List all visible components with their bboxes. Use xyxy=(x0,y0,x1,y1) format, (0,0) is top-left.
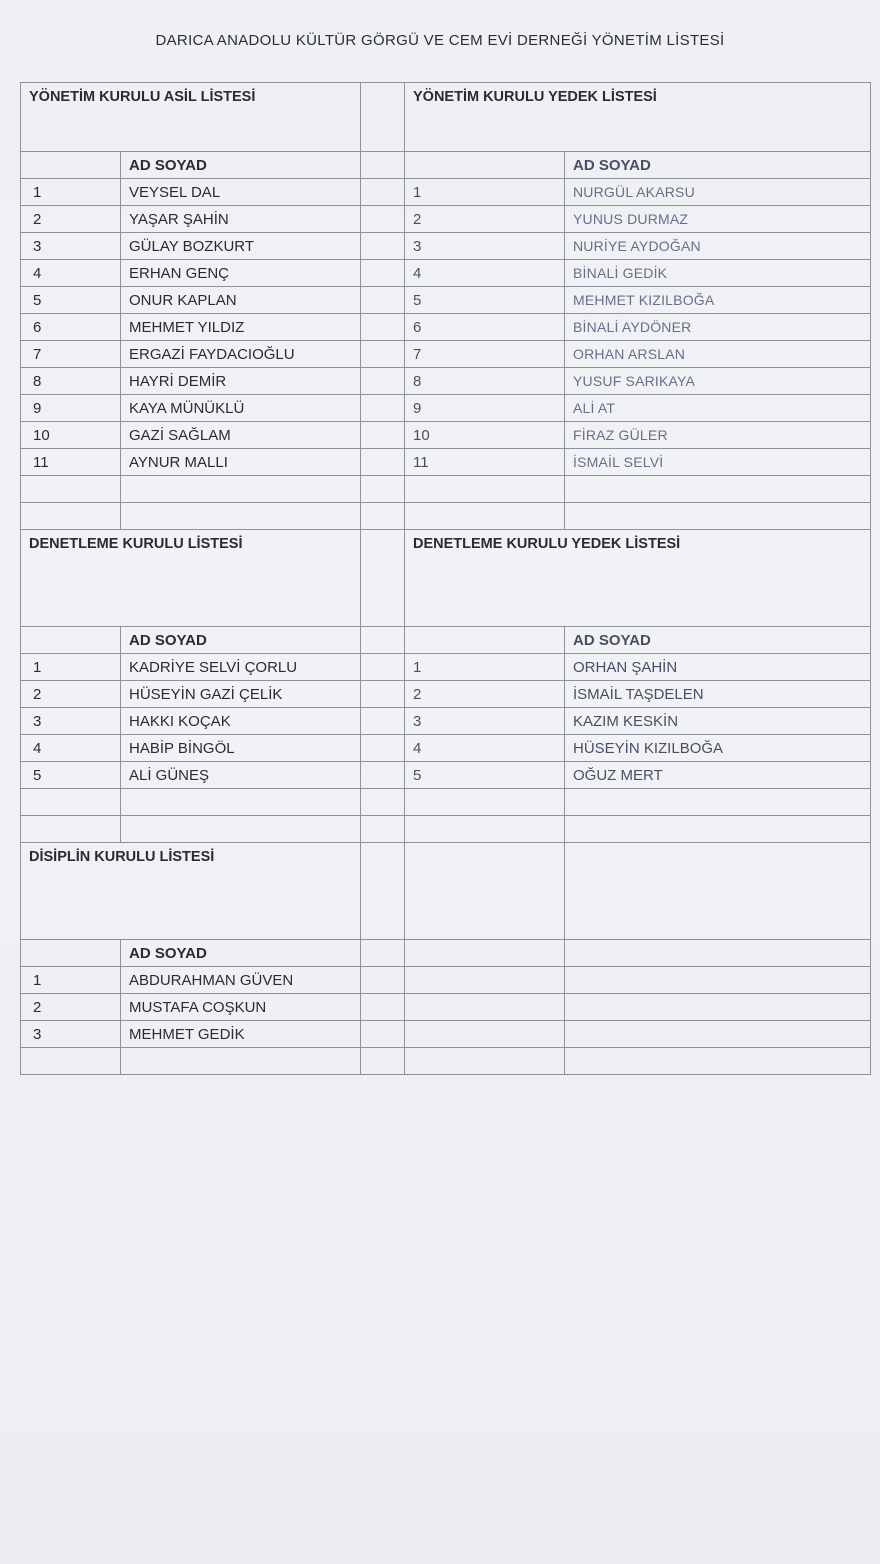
member-name: ORHAN ARSLAN xyxy=(565,341,871,368)
row-number: 4 xyxy=(21,735,121,762)
member-name: MUSTAFA COŞKUN xyxy=(121,994,361,1021)
member-name: ERHAN GENÇ xyxy=(121,260,361,287)
denetleme-asil-col-header: AD SOYAD xyxy=(121,627,361,654)
row-number: 11 xyxy=(405,449,565,476)
blank-cell xyxy=(121,1048,361,1075)
blank-cell xyxy=(361,368,405,395)
blank-cell xyxy=(21,940,121,967)
row-number: 1 xyxy=(21,967,121,994)
member-name: HAYRİ DEMİR xyxy=(121,368,361,395)
denetleme-yedek-col-header: AD SOYAD xyxy=(565,627,871,654)
member-name: ABDURAHMAN GÜVEN xyxy=(121,967,361,994)
disiplin-col-header: AD SOYAD xyxy=(121,940,361,967)
row-number: 4 xyxy=(21,260,121,287)
blank-cell xyxy=(565,476,871,503)
member-name: ERGAZİ FAYDACIOĞLU xyxy=(121,341,361,368)
member-name: MEHMET GEDİK xyxy=(121,1021,361,1048)
table-row xyxy=(21,994,871,1021)
member-name: NURGÜL AKARSU xyxy=(565,179,871,206)
blank-cell xyxy=(405,1048,565,1075)
member-name: HABİP BİNGÖL xyxy=(121,735,361,762)
blank-cell xyxy=(121,503,361,530)
blank-cell xyxy=(405,940,565,967)
blank-cell xyxy=(565,967,871,994)
member-name: ALİ AT xyxy=(565,395,871,422)
blank-cell xyxy=(361,206,405,233)
blank-cell xyxy=(21,1048,121,1075)
blank-cell xyxy=(361,762,405,789)
blank-cell xyxy=(361,287,405,314)
blank-cell xyxy=(361,260,405,287)
table-row xyxy=(21,762,871,789)
blank-cell xyxy=(361,967,405,994)
blank-cell xyxy=(361,341,405,368)
row-number: 1 xyxy=(405,179,565,206)
blank-cell xyxy=(361,449,405,476)
member-name: BİNALİ GEDİK xyxy=(565,260,871,287)
member-name: HAKKI KOÇAK xyxy=(121,708,361,735)
row-number: 6 xyxy=(405,314,565,341)
document-title: DARICA ANADOLU KÜLTÜR GÖRGÜ VE CEM EVİ DERNEĞİ YÖNETİM LİSTESİ xyxy=(155,32,725,49)
table-row xyxy=(21,260,871,287)
yonetim-yedek-col-header: AD SOYAD xyxy=(565,152,871,179)
blank-cell xyxy=(361,1048,405,1075)
blank-cell xyxy=(405,816,565,843)
blank-cell xyxy=(361,816,405,843)
row-number: 5 xyxy=(405,762,565,789)
blank-cell xyxy=(565,940,871,967)
row-number: 11 xyxy=(21,449,121,476)
denetleme-colheader-row xyxy=(21,627,871,654)
member-name: KAYA MÜNÜKLÜ xyxy=(121,395,361,422)
member-name: MEHMET YILDIZ xyxy=(121,314,361,341)
row-number: 3 xyxy=(21,708,121,735)
empty-row xyxy=(21,476,871,503)
blank-cell xyxy=(405,994,565,1021)
member-name: KADRİYE SELVİ ÇORLU xyxy=(121,654,361,681)
blank-cell xyxy=(405,843,565,940)
row-number: 3 xyxy=(405,708,565,735)
empty-row xyxy=(21,1048,871,1075)
row-number: 8 xyxy=(21,368,121,395)
blank-cell xyxy=(565,503,871,530)
table-row xyxy=(21,206,871,233)
row-number: 2 xyxy=(405,681,565,708)
row-number: 1 xyxy=(21,654,121,681)
blank-cell xyxy=(405,789,565,816)
blank-cell xyxy=(361,530,405,627)
blank-cell xyxy=(565,1048,871,1075)
yonetim-header-row xyxy=(21,83,871,152)
blank-cell xyxy=(405,152,565,179)
blank-cell xyxy=(361,735,405,762)
member-name: VEYSEL DAL xyxy=(121,179,361,206)
member-name: GAZİ SAĞLAM xyxy=(121,422,361,449)
member-name: ORHAN ŞAHİN xyxy=(565,654,871,681)
blank-cell xyxy=(121,789,361,816)
member-name: YUNUS DURMAZ xyxy=(565,206,871,233)
member-name: BİNALİ AYDÖNER xyxy=(565,314,871,341)
blank-cell xyxy=(565,816,871,843)
table-row xyxy=(21,654,871,681)
blank-cell xyxy=(405,1021,565,1048)
blank-cell xyxy=(361,476,405,503)
table-row xyxy=(21,368,871,395)
member-name: FİRAZ GÜLER xyxy=(565,422,871,449)
blank-cell xyxy=(121,476,361,503)
member-name: MEHMET KIZILBOĞA xyxy=(565,287,871,314)
row-number: 7 xyxy=(21,341,121,368)
empty-row xyxy=(21,789,871,816)
table-row xyxy=(21,395,871,422)
blank-cell xyxy=(565,1021,871,1048)
row-number: 1 xyxy=(21,179,121,206)
blank-cell xyxy=(361,627,405,654)
yonetim-yedek-title: YÖNETİM KURULU YEDEK LİSTESİ xyxy=(405,83,871,152)
member-name: AYNUR MALLI xyxy=(121,449,361,476)
member-name: HÜSEYİN GAZİ ÇELİK xyxy=(121,681,361,708)
blank-cell xyxy=(21,476,121,503)
blank-cell xyxy=(361,422,405,449)
denetleme-yedek-title: DENETLEME KURULU YEDEK LİSTESİ xyxy=(405,530,871,627)
member-name: NURİYE AYDOĞAN xyxy=(565,233,871,260)
member-name: ONUR KAPLAN xyxy=(121,287,361,314)
row-number: 3 xyxy=(21,233,121,260)
member-name: YUSUF SARIKAYA xyxy=(565,368,871,395)
blank-cell xyxy=(405,503,565,530)
blank-cell xyxy=(361,179,405,206)
table-row xyxy=(21,1021,871,1048)
blank-cell xyxy=(565,843,871,940)
member-name: HÜSEYİN KIZILBOĞA xyxy=(565,735,871,762)
blank-cell xyxy=(21,152,121,179)
blank-cell xyxy=(361,83,405,152)
member-name: KAZIM KESKİN xyxy=(565,708,871,735)
table-row xyxy=(21,422,871,449)
blank-cell xyxy=(361,654,405,681)
row-number: 5 xyxy=(21,762,121,789)
row-number: 3 xyxy=(405,233,565,260)
row-number: 10 xyxy=(405,422,565,449)
blank-cell xyxy=(405,967,565,994)
blank-cell xyxy=(21,627,121,654)
row-number: 5 xyxy=(405,287,565,314)
row-number: 10 xyxy=(21,422,121,449)
table-row xyxy=(21,681,871,708)
table-row xyxy=(21,314,871,341)
yonetim-asil-col-header: AD SOYAD xyxy=(121,152,361,179)
blank-cell xyxy=(565,994,871,1021)
blank-cell xyxy=(361,843,405,940)
table-row xyxy=(21,967,871,994)
table-row xyxy=(21,179,871,206)
member-name: YAŞAR ŞAHİN xyxy=(121,206,361,233)
member-name: ALİ GÜNEŞ xyxy=(121,762,361,789)
row-number: 9 xyxy=(405,395,565,422)
blank-cell xyxy=(361,314,405,341)
table-row xyxy=(21,287,871,314)
empty-row xyxy=(21,816,871,843)
committee-table xyxy=(20,82,871,1075)
row-number: 8 xyxy=(405,368,565,395)
blank-cell xyxy=(361,994,405,1021)
table-row xyxy=(21,341,871,368)
row-number: 6 xyxy=(21,314,121,341)
row-number: 1 xyxy=(405,654,565,681)
denetleme-asil-title: DENETLEME KURULU LİSTESİ xyxy=(21,530,361,627)
blank-cell xyxy=(565,789,871,816)
member-name: İSMAİL TAŞDELEN xyxy=(565,681,871,708)
blank-cell xyxy=(361,789,405,816)
row-number: 2 xyxy=(21,206,121,233)
yonetim-asil-title: YÖNETİM KURULU ASİL LİSTESİ xyxy=(21,83,361,152)
denetleme-header-row xyxy=(21,530,871,627)
blank-cell xyxy=(361,681,405,708)
table-row xyxy=(21,708,871,735)
disiplin-header-row xyxy=(21,843,871,940)
row-number: 2 xyxy=(21,994,121,1021)
blank-cell xyxy=(361,503,405,530)
member-name: İSMAİL SELVİ xyxy=(565,449,871,476)
table-row xyxy=(21,449,871,476)
blank-cell xyxy=(361,395,405,422)
row-number: 2 xyxy=(405,206,565,233)
row-number: 4 xyxy=(405,735,565,762)
row-number: 9 xyxy=(21,395,121,422)
blank-cell xyxy=(21,789,121,816)
blank-cell xyxy=(361,233,405,260)
row-number: 2 xyxy=(21,681,121,708)
blank-cell xyxy=(361,940,405,967)
blank-cell xyxy=(21,503,121,530)
yonetim-colheader-row xyxy=(21,152,871,179)
blank-cell xyxy=(21,816,121,843)
blank-cell xyxy=(405,627,565,654)
disiplin-title: DİSİPLİN KURULU LİSTESİ xyxy=(21,843,361,940)
row-number: 5 xyxy=(21,287,121,314)
table-row xyxy=(21,735,871,762)
blank-cell xyxy=(361,1021,405,1048)
member-name: GÜLAY BOZKURT xyxy=(121,233,361,260)
member-name: OĞUZ MERT xyxy=(565,762,871,789)
blank-cell xyxy=(121,816,361,843)
blank-cell xyxy=(405,476,565,503)
blank-cell xyxy=(361,152,405,179)
row-number: 4 xyxy=(405,260,565,287)
row-number: 3 xyxy=(21,1021,121,1048)
empty-row xyxy=(21,503,871,530)
blank-cell xyxy=(361,708,405,735)
row-number: 7 xyxy=(405,341,565,368)
disiplin-colheader-row xyxy=(21,940,871,967)
table-row xyxy=(21,233,871,260)
